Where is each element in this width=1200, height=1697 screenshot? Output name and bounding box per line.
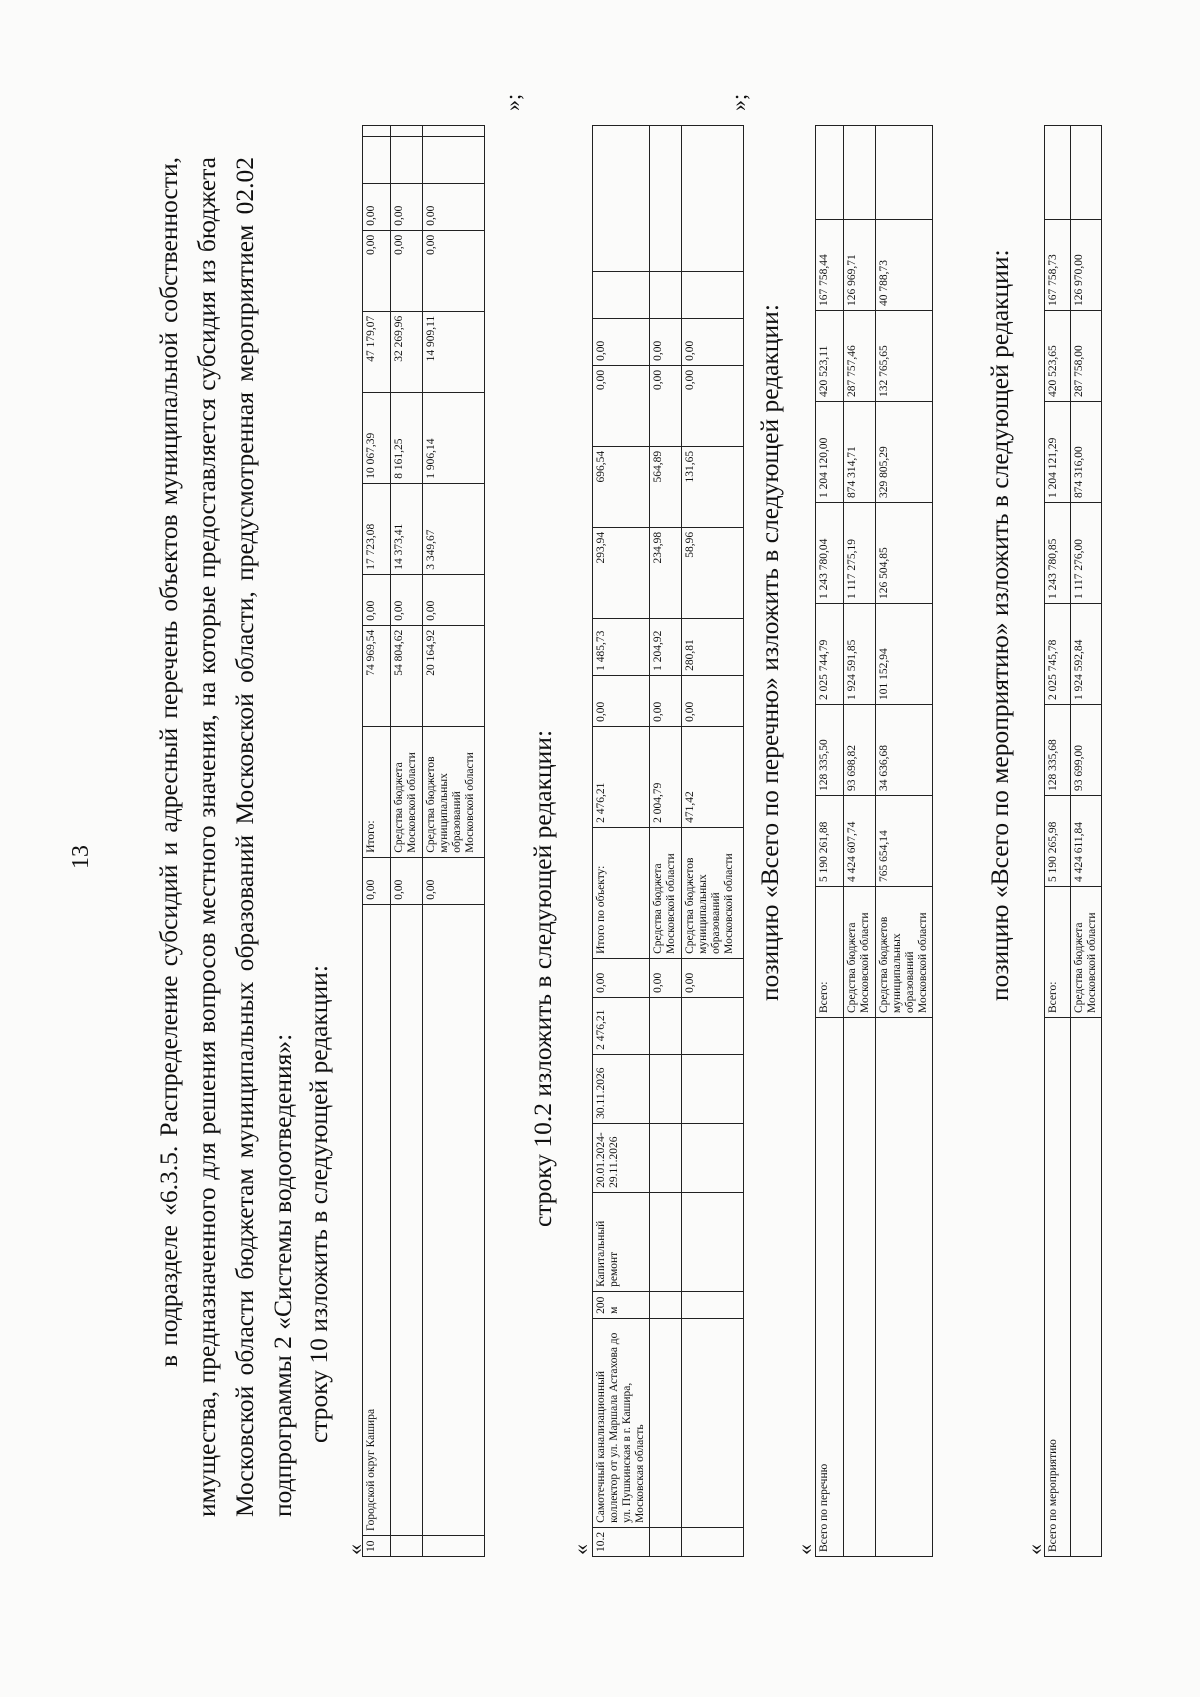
cell: 8 161,25 bbox=[391, 392, 423, 483]
cell: Средства бюджета Московской области bbox=[1071, 887, 1102, 1018]
cell: 0,00 bbox=[423, 574, 485, 625]
cell: Средства бюджетов муниципальных образований Московской области bbox=[876, 887, 933, 1018]
cell: Всего: bbox=[1045, 887, 1071, 1018]
cell: 0,00 bbox=[650, 958, 682, 997]
cell: 0,00 bbox=[593, 958, 650, 997]
cell: 0,00 bbox=[423, 230, 485, 311]
cell: 5 190 265,98 bbox=[1045, 796, 1071, 887]
cell: Средства бюджета Московской области bbox=[391, 726, 423, 857]
cell: 17 723,08 bbox=[363, 483, 391, 574]
instruction-row-10: строку 10 изложить в следующей редакции: bbox=[304, 965, 333, 1443]
cell: 0,00 bbox=[593, 675, 650, 726]
cell: 1 117 275,19 bbox=[844, 503, 876, 604]
cell: 0,00 bbox=[423, 183, 485, 230]
cell: 101 152,94 bbox=[876, 604, 933, 705]
cell: 74 969,54 bbox=[363, 625, 391, 726]
cell bbox=[363, 126, 391, 137]
cell: 874 316,00 bbox=[1071, 402, 1102, 503]
cell: 2 476,21 bbox=[593, 726, 650, 827]
cell: 1 243 780,85 bbox=[1045, 503, 1071, 604]
cell: 0,00 bbox=[650, 675, 682, 726]
cell: Средства бюджетов муниципальных образований Московской области bbox=[682, 827, 744, 958]
cell: 47 179,07 bbox=[363, 311, 391, 392]
cell: 0,00 bbox=[650, 365, 682, 446]
cell: Всего по перечню bbox=[816, 1018, 844, 1557]
cell: 1 906,14 bbox=[423, 392, 485, 483]
cell: 293,94 bbox=[593, 527, 650, 618]
cell: Городской округ Кашира bbox=[363, 904, 391, 1535]
cell: 1 204 120,00 bbox=[816, 402, 844, 503]
instruction-total-list: позицию «Всего по перечню» изложить в следующей редакции: bbox=[755, 304, 784, 1001]
cell: 0,00 bbox=[363, 183, 391, 230]
table-row-10-2 bbox=[592, 125, 744, 1557]
cell: 874 314,71 bbox=[844, 402, 876, 503]
open-quote-4: « bbox=[1022, 1544, 1047, 1555]
cell: 14 373,41 bbox=[391, 483, 423, 574]
cell bbox=[593, 126, 650, 272]
cell: 54 804,62 bbox=[391, 625, 423, 726]
cell: 93 699,00 bbox=[1071, 705, 1102, 796]
cell: 696,54 bbox=[593, 446, 650, 527]
instruction-total-measure: позицию «Всего по мероприятию» изложить в следующей редакции: bbox=[985, 249, 1014, 1001]
cell: 0,00 bbox=[391, 230, 423, 311]
cell: 1 485,73 bbox=[593, 618, 650, 675]
cell: 280,81 bbox=[682, 618, 744, 675]
page-number: 13 bbox=[68, 845, 94, 869]
cell: 329 805,29 bbox=[876, 402, 933, 503]
cell bbox=[1045, 126, 1071, 220]
instruction-row-10-2: строку 10.2 изложить в следующей редакции: bbox=[528, 729, 557, 1227]
cell: 1 924 592,84 bbox=[1071, 604, 1102, 705]
cell: 20.01.2024-29.11.2026 bbox=[593, 1123, 650, 1192]
cell: Всего по мероприятию bbox=[1045, 1018, 1071, 1557]
cell: 58,96 bbox=[682, 527, 744, 618]
cell: Капитальный ремонт bbox=[593, 1192, 650, 1291]
cell: 0,00 bbox=[593, 318, 650, 365]
cell: 3 349,67 bbox=[423, 483, 485, 574]
cell: 14 909,11 bbox=[423, 311, 485, 392]
cell: 126 969,71 bbox=[844, 220, 876, 311]
cell: 1 924 591,85 bbox=[844, 604, 876, 705]
cell: Средства бюджета Московской области bbox=[650, 827, 682, 958]
cell: 131,65 bbox=[682, 446, 744, 527]
cell: 0,00 bbox=[682, 675, 744, 726]
table-total-list bbox=[815, 125, 933, 1557]
cell: 1 243 780,04 bbox=[816, 503, 844, 604]
cell: 2 476,21 bbox=[593, 997, 650, 1054]
cell: 5 190 261,88 bbox=[816, 796, 844, 887]
cell bbox=[682, 271, 744, 318]
cell: 287 757,46 bbox=[844, 311, 876, 402]
cell: Самотечный канализационный коллектор от ул. Маршала Астахова до ул. Пушкинская в г. Кашира, Московская область bbox=[593, 1318, 650, 1527]
cell bbox=[650, 271, 682, 318]
cell: 167 758,73 bbox=[1045, 220, 1071, 311]
cell: 765 654,14 bbox=[876, 796, 933, 887]
cell: 0,00 bbox=[391, 183, 423, 230]
cell: 34 636,68 bbox=[876, 705, 933, 796]
cell: 0,00 bbox=[682, 958, 744, 997]
cell: Итого: bbox=[363, 726, 391, 857]
cell: 471,42 bbox=[682, 726, 744, 827]
cell: 420 523,11 bbox=[816, 311, 844, 402]
intro-text: в подразделе «6.3.5. Распределение субсидий и адресный перечень объектов муниципальной собственности, имущества, предназначенного для решения вопросов местного значения, на которые предоставляется субсидия из бюджета Московской области бюджетам муниципальных образований Московской области, предусмотренная мероприятием 02.02 подпрограммы 2 «Системы водоотведения»: bbox=[154, 157, 297, 1517]
table-row-10 bbox=[362, 125, 485, 1557]
cell: 128 335,68 bbox=[1045, 705, 1071, 796]
cell: 0,00 bbox=[682, 365, 744, 446]
cell: Итого по объекту: bbox=[593, 827, 650, 958]
table-total-measure bbox=[1044, 125, 1102, 1557]
cell: 4 424 611,84 bbox=[1071, 796, 1102, 887]
cell: 0,00 bbox=[363, 574, 391, 625]
cell: 0,00 bbox=[650, 318, 682, 365]
cell: Средства бюджета Московской области bbox=[844, 887, 876, 1018]
cell: 40 788,73 bbox=[876, 220, 933, 311]
cell: 0,00 bbox=[363, 857, 391, 904]
cell: 126 504,85 bbox=[876, 503, 933, 604]
cell bbox=[593, 271, 650, 318]
close-quote-1: »; bbox=[500, 93, 525, 111]
cell bbox=[423, 136, 485, 183]
cell: 0,00 bbox=[593, 365, 650, 446]
open-quote-1: « bbox=[342, 1544, 367, 1555]
cell: 0,00 bbox=[423, 857, 485, 904]
cell: 2 025 745,78 bbox=[1045, 604, 1071, 705]
cell: 30.11.2026 bbox=[593, 1054, 650, 1123]
cell: 4 424 607,74 bbox=[844, 796, 876, 887]
cell: 0,00 bbox=[391, 857, 423, 904]
cell: Всего: bbox=[816, 887, 844, 1018]
cell: 167 758,44 bbox=[816, 220, 844, 311]
cell: 420 523,65 bbox=[1045, 311, 1071, 402]
cell: 0,00 bbox=[363, 230, 391, 311]
cell bbox=[391, 136, 423, 183]
cell: 1 204,92 bbox=[650, 618, 682, 675]
cell: 2 004,79 bbox=[650, 726, 682, 827]
cell: Средства бюджетов муниципальных образований Московской области bbox=[423, 726, 485, 857]
cell: 132 765,65 bbox=[876, 311, 933, 402]
open-quote-3: « bbox=[792, 1544, 817, 1555]
cell: 0,00 bbox=[682, 318, 744, 365]
cell: 20 164,92 bbox=[423, 625, 485, 726]
cell: 10 bbox=[363, 1536, 391, 1557]
cell: 564,89 bbox=[650, 446, 682, 527]
cell: 2 025 744,79 bbox=[816, 604, 844, 705]
cell: 128 335,50 bbox=[816, 705, 844, 796]
cell: 234,98 bbox=[650, 527, 682, 618]
cell: 200 м bbox=[593, 1291, 650, 1318]
cell: 93 698,82 bbox=[844, 705, 876, 796]
cell: 1 204 121,29 bbox=[1045, 402, 1071, 503]
open-quote-2: « bbox=[568, 1544, 593, 1555]
cell: 0,00 bbox=[391, 574, 423, 625]
cell: 10.2 bbox=[593, 1527, 650, 1556]
cell bbox=[363, 136, 391, 183]
close-quote-2: »; bbox=[726, 93, 751, 111]
cell: 126 970,00 bbox=[1071, 220, 1102, 311]
cell: 287 758,00 bbox=[1071, 311, 1102, 402]
cell: 10 067,39 bbox=[363, 392, 391, 483]
cell: 32 269,96 bbox=[391, 311, 423, 392]
intro-paragraph bbox=[150, 157, 302, 1517]
cell: 1 117 276,00 bbox=[1071, 503, 1102, 604]
cell bbox=[816, 126, 844, 220]
